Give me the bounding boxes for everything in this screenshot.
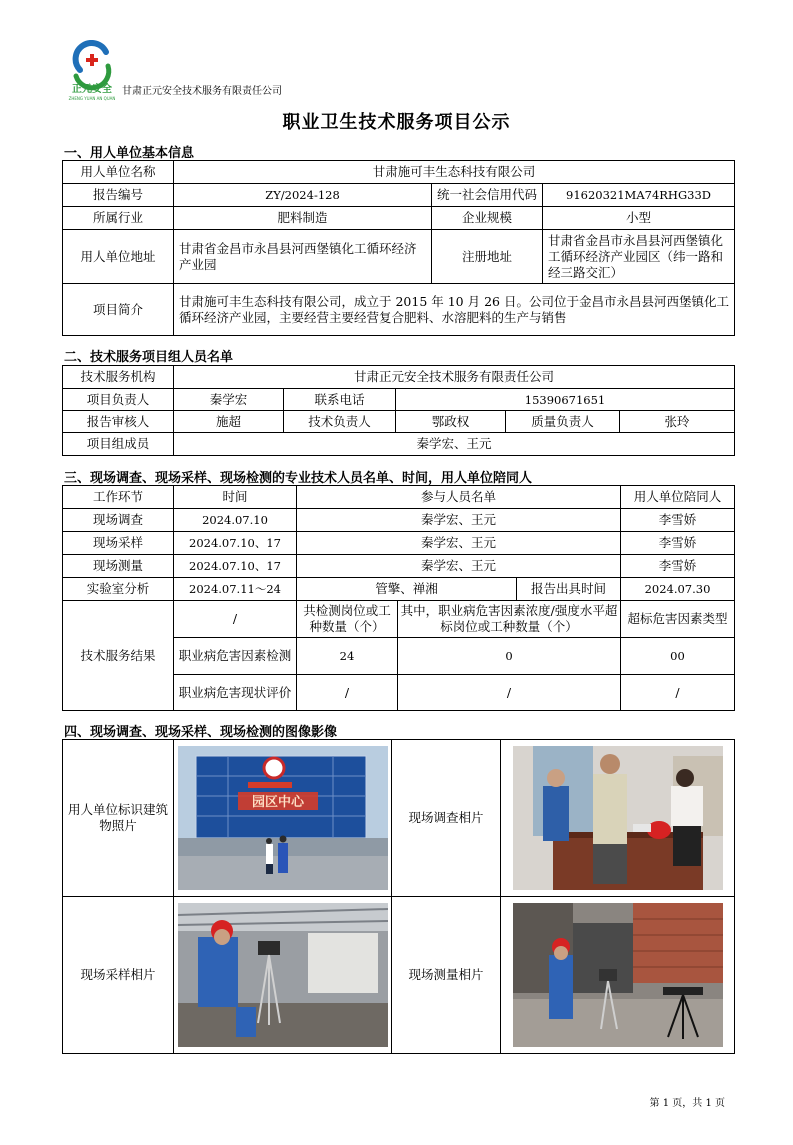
logo-text: 正元安全 bbox=[72, 84, 112, 95]
reg-address-label: 注册地址 bbox=[432, 230, 543, 284]
eval-count: / bbox=[297, 675, 398, 711]
stage-cell: 现场测量 bbox=[63, 555, 174, 578]
stage-cell: 现场调查 bbox=[63, 509, 174, 532]
section3-heading: 三、现场调查、现场采样、现场检测的专业技术人员名单、时间，用人单位陪同人 bbox=[64, 471, 533, 486]
result-head-count: 共检测岗位或工种数量（个） bbox=[297, 601, 398, 638]
report-date-label: 报告出具时间 bbox=[517, 578, 621, 601]
time-cell: 2024.07.10、17 bbox=[174, 555, 297, 578]
detect-exceed: 0 bbox=[398, 638, 621, 675]
survey-photo-cell bbox=[501, 740, 735, 897]
detect-count: 24 bbox=[297, 638, 398, 675]
section2-heading: 二、技术服务项目组人员名单 bbox=[64, 350, 234, 365]
people-cell: 秦学宏、王元 bbox=[297, 555, 621, 578]
industry-label: 所属行业 bbox=[63, 207, 174, 230]
tech-lead-label: 技术负责人 bbox=[284, 411, 396, 433]
employer-info-table bbox=[62, 160, 735, 336]
address-value: 甘肃省金昌市永昌县河西堡镇化工循环经济产业园 bbox=[174, 230, 432, 284]
sampling-photo bbox=[178, 903, 388, 1047]
logo-subtext: ZHENG YUAN AN QUAN bbox=[68, 96, 116, 101]
lab-time: 2024.07.11～24 bbox=[174, 578, 297, 601]
survey-photo bbox=[513, 746, 723, 890]
measure-photo-label: 现场测量相片 bbox=[392, 897, 501, 1054]
building-photo-cell bbox=[174, 740, 392, 897]
result-head-type: 超标危害因素类型 bbox=[621, 601, 735, 638]
reg-address-value: 甘肃省金昌市永昌县河西堡镇化工循环经济产业园区（纬一路和经三路交汇） bbox=[543, 230, 735, 284]
report-no-value: ZY/2024-128 bbox=[174, 184, 432, 207]
members-label: 项目组成员 bbox=[63, 433, 174, 456]
sampling-photo-label: 现场采样相片 bbox=[63, 897, 174, 1054]
report-no-label: 报告编号 bbox=[63, 184, 174, 207]
eval-label: 职业病危害现状评价 bbox=[174, 675, 297, 711]
quality-lead-label: 质量负责人 bbox=[506, 411, 620, 433]
time-cell: 2024.07.10、17 bbox=[174, 532, 297, 555]
eval-exceed: / bbox=[398, 675, 621, 711]
table-row bbox=[63, 555, 735, 578]
survey-photo-label: 现场调查相片 bbox=[392, 740, 501, 897]
people-cell: 秦学宏、王元 bbox=[297, 532, 621, 555]
section1-heading: 一、用人单位基本信息 bbox=[64, 146, 195, 161]
industry-value: 肥料制造 bbox=[174, 207, 432, 230]
col-people: 参与人员名单 bbox=[297, 486, 621, 509]
section4-heading: 四、现场调查、现场采样、现场检测的图像影像 bbox=[64, 725, 338, 740]
col-escort: 用人单位陪同人 bbox=[621, 486, 735, 509]
escort-cell: 李雪娇 bbox=[621, 532, 735, 555]
eval-type: / bbox=[621, 675, 735, 711]
members-value: 秦学宏、王元 bbox=[174, 433, 735, 456]
measure-photo bbox=[513, 903, 723, 1047]
address-label: 用人单位地址 bbox=[63, 230, 174, 284]
phone-label: 联系电话 bbox=[284, 389, 396, 411]
org-value: 甘肃正元安全技术服务有限责任公司 bbox=[174, 366, 735, 389]
company-name: 甘肃正元安全技术服务有限责任公司 bbox=[122, 86, 282, 97]
building-photo-label: 用人单位标识建筑物照片 bbox=[63, 740, 174, 897]
page-title: 职业卫生技术服务项目公示 bbox=[282, 112, 511, 133]
escort-cell: 李雪娇 bbox=[621, 555, 735, 578]
phone-value: 15390671651 bbox=[396, 389, 735, 411]
result-head-slash: / bbox=[174, 601, 297, 638]
tech-lead-value: 鄂政权 bbox=[396, 411, 506, 433]
reviewer-label: 报告审核人 bbox=[63, 411, 174, 433]
building-photo bbox=[178, 746, 388, 890]
detect-type: 00 bbox=[621, 638, 735, 675]
credit-code-value: 91620321MA74RHG33D bbox=[543, 184, 735, 207]
reviewer-value: 施超 bbox=[174, 411, 284, 433]
team-table bbox=[62, 365, 735, 456]
detect-label: 职业病危害因素检测 bbox=[174, 638, 297, 675]
measure-photo-cell bbox=[501, 897, 735, 1054]
people-cell: 秦学宏、王元 bbox=[297, 509, 621, 532]
intro-value: 甘肃施可丰生态科技有限公司，成立于 2015 年 10 月 26 日。公司位于金昌市永昌县河西堡镇化工循环经济产业园，主要经营主要经营复合肥料、水溶肥料的生产与销售 bbox=[174, 284, 735, 336]
employer-label: 用人单位名称 bbox=[63, 161, 174, 184]
table-row bbox=[63, 532, 735, 555]
scale-label: 企业规模 bbox=[432, 207, 543, 230]
lab-people: 管擎、禅湘 bbox=[297, 578, 517, 601]
page-footer: 第 1 页，共 1 页 bbox=[649, 1098, 725, 1109]
stage-cell: 现场采样 bbox=[63, 532, 174, 555]
escort-cell: 李雪娇 bbox=[621, 509, 735, 532]
time-cell: 2024.07.10 bbox=[174, 509, 297, 532]
lab-stage: 实验室分析 bbox=[63, 578, 174, 601]
building-sign: 园区中心 bbox=[251, 795, 304, 810]
sampling-photo-cell bbox=[174, 897, 392, 1054]
fieldwork-table bbox=[62, 485, 735, 711]
result-label: 技术服务结果 bbox=[63, 601, 174, 711]
credit-code-label: 统一社会信用代码 bbox=[432, 184, 543, 207]
col-stage: 工作环节 bbox=[63, 486, 174, 509]
col-time: 时间 bbox=[174, 486, 297, 509]
result-head-exceed: 其中，职业病危害因素浓度/强度水平超标岗位或工种数量（个） bbox=[398, 601, 621, 638]
company-logo bbox=[66, 40, 118, 102]
intro-label: 项目简介 bbox=[63, 284, 174, 336]
quality-lead-value: 张玲 bbox=[620, 411, 735, 433]
lead-value: 秦学宏 bbox=[174, 389, 284, 411]
employer-value: 甘肃施可丰生态科技有限公司 bbox=[174, 161, 735, 184]
lead-label: 项目负责人 bbox=[63, 389, 174, 411]
org-label: 技术服务机构 bbox=[63, 366, 174, 389]
report-date-value: 2024.07.30 bbox=[621, 578, 735, 601]
table-row bbox=[63, 509, 735, 532]
scale-value: 小型 bbox=[543, 207, 735, 230]
photo-table bbox=[62, 739, 735, 1054]
